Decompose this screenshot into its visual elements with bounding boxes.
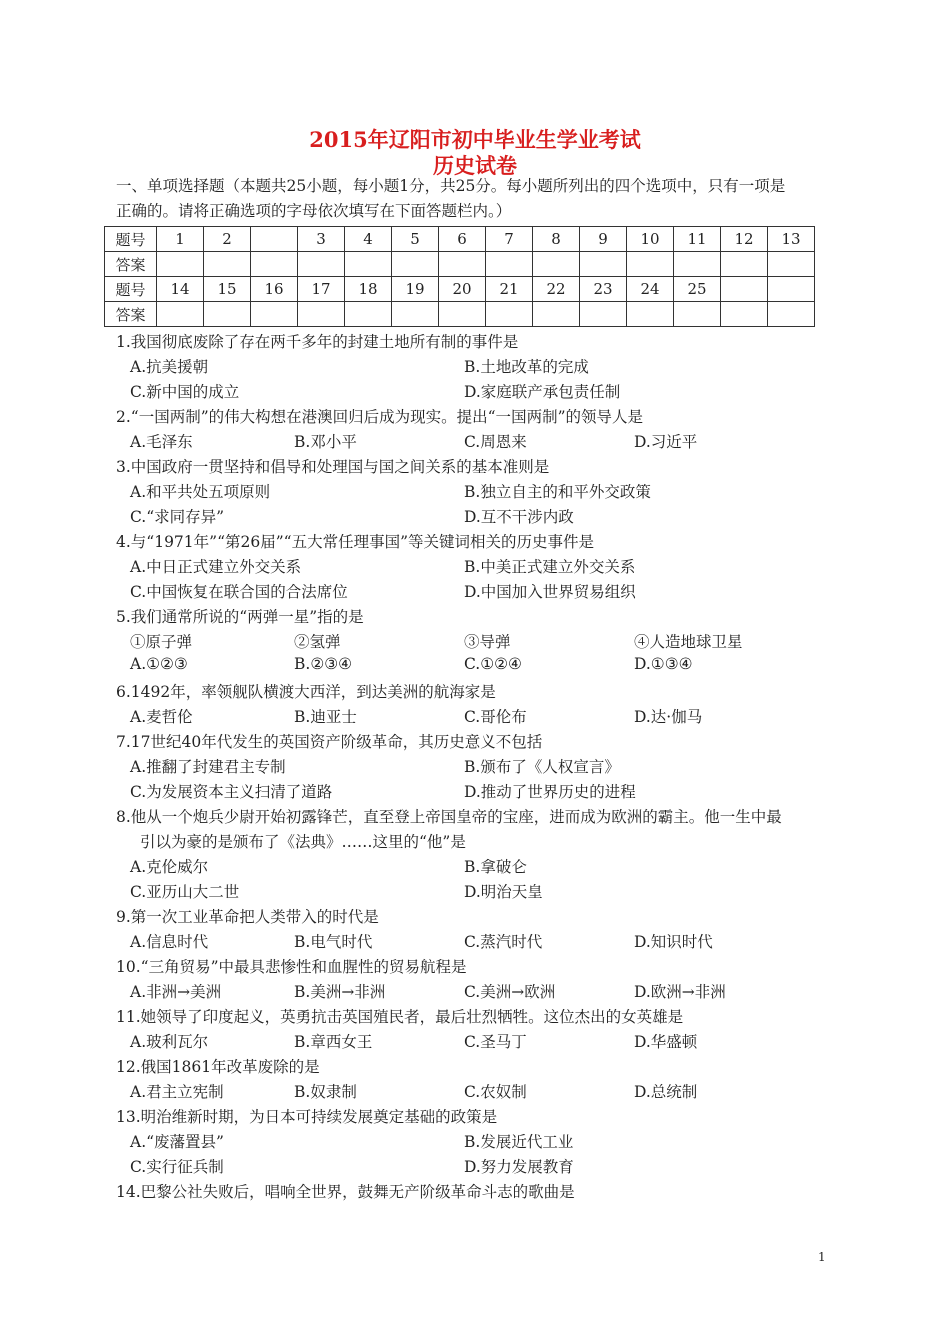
- question-11-option-b: B.章西女王: [294, 1033, 373, 1051]
- question-10-option-d: D.欧洲→非洲: [634, 983, 726, 1001]
- answer-cell[interactable]: [533, 302, 580, 327]
- answer-cell[interactable]: [157, 302, 204, 327]
- question-5-option-d: D.①③④: [634, 655, 693, 673]
- table-cell: 8: [533, 227, 580, 252]
- table-cell: [768, 277, 815, 302]
- answer-cell[interactable]: [768, 302, 815, 327]
- answer-cell[interactable]: [204, 302, 251, 327]
- answer-cell[interactable]: [721, 252, 768, 277]
- question-1-option-d: D.家庭联产承包责任制: [464, 383, 621, 401]
- question-3-stem: 3.中国政府一贯坚持和倡导和处理国与国之间关系的基本准则是: [116, 458, 550, 476]
- answer-table-number-row-1: [105, 227, 815, 252]
- question-8-stem-cont: 引以为豪的是颁布了《法典》……这里的“他”是: [140, 833, 466, 851]
- table-cell: [251, 227, 298, 252]
- table-row-label: 题号: [105, 227, 157, 252]
- section-instructions-cont: 正确的。请将正确选项的字母依次填写在下面答题栏内。）: [116, 202, 512, 220]
- table-cell: 2: [204, 227, 251, 252]
- answer-table-number-row-2: [105, 277, 815, 302]
- answer-cell[interactable]: [580, 302, 627, 327]
- answer-table-answer-row-1: [105, 252, 815, 277]
- question-10-option-c: C.美洲→欧洲: [464, 983, 556, 1001]
- question-8-option-d: D.明治天皇: [464, 883, 543, 901]
- table-cell: 14: [157, 277, 204, 302]
- table-cell: 18: [345, 277, 392, 302]
- question-7-stem: 7.17世纪40年代发生的英国资产阶级革命，其历史意义不包括: [116, 733, 543, 751]
- table-cell: [721, 277, 768, 302]
- table-row-label: 题号: [105, 277, 157, 302]
- question-1-stem: 1.我国彻底废除了存在两千多年的封建土地所有制的事件是: [116, 333, 519, 351]
- answer-cell[interactable]: [345, 302, 392, 327]
- table-cell: 7: [486, 227, 533, 252]
- answer-cell[interactable]: [298, 252, 345, 277]
- question-1-option-c: C.新中国的成立: [130, 383, 240, 401]
- table-cell: 5: [392, 227, 439, 252]
- question-5-option-a: A.①②③: [130, 655, 188, 673]
- question-6-option-a: A.麦哲伦: [130, 708, 193, 726]
- table-cell: 13: [768, 227, 815, 252]
- question-7-option-d: D.推动了世界历史的进程: [464, 783, 636, 801]
- answer-cell[interactable]: [439, 302, 486, 327]
- table-cell: 23: [580, 277, 627, 302]
- question-2-option-a: A.毛泽东: [130, 433, 193, 451]
- table-cell: 19: [392, 277, 439, 302]
- table-cell: 10: [627, 227, 674, 252]
- question-9-stem: 9.第一次工业革命把人类带入的时代是: [116, 908, 379, 926]
- question-3-option-a: A.和平共处五项原则: [130, 483, 271, 501]
- question-6-stem: 6.1492年，率领舰队横渡大西洋，到达美洲的航海家是: [116, 683, 496, 701]
- table-row-label: 答案: [105, 252, 157, 277]
- question-3-option-c: C.“求同存异”: [130, 508, 225, 526]
- answer-cell[interactable]: [251, 302, 298, 327]
- answer-table: [104, 226, 815, 327]
- question-7-option-b: B.颁布了《人权宣言》: [464, 758, 620, 776]
- question-1-option-a: A.抗美援朝: [130, 358, 209, 376]
- question-13-option-d: D.努力发展教育: [464, 1158, 574, 1176]
- question-5-item-1: ①原子弹: [130, 633, 193, 651]
- question-2-option-c: C.周恩来: [464, 433, 527, 451]
- question-14-stem: 14.巴黎公社失败后，唱响全世界，鼓舞无产阶级革命斗志的歌曲是: [116, 1183, 575, 1201]
- table-cell: 15: [204, 277, 251, 302]
- answer-cell[interactable]: [486, 302, 533, 327]
- question-4-option-d: D.中国加入世界贸易组织: [464, 583, 636, 601]
- answer-cell[interactable]: [439, 252, 486, 277]
- table-cell: 6: [439, 227, 486, 252]
- table-cell: 21: [486, 277, 533, 302]
- question-5-option-c: C.①②④: [464, 655, 522, 673]
- answer-cell[interactable]: [627, 252, 674, 277]
- question-11-option-c: C.圣马丁: [464, 1033, 527, 1051]
- question-8-option-b: B.拿破仑: [464, 858, 527, 876]
- question-10-stem: 10.“三角贸易”中最具悲惨性和血腥性的贸易航程是: [116, 958, 467, 976]
- question-4-option-c: C.中国恢复在联合国的合法席位: [130, 583, 348, 601]
- answer-cell[interactable]: [721, 302, 768, 327]
- question-2-stem: 2.“一国两制”的伟大构想在港澳回归后成为现实。提出“一国两制”的领导人是: [116, 408, 643, 426]
- answer-cell[interactable]: [580, 252, 627, 277]
- question-2-option-d: D.习近平: [634, 433, 698, 451]
- question-5-stem: 5.我们通常所说的“两弹一星”指的是: [116, 608, 364, 626]
- question-1-option-b: B.土地改革的完成: [464, 358, 589, 376]
- answer-cell[interactable]: [768, 252, 815, 277]
- question-7-option-c: C.为发展资本主义扫清了道路: [130, 783, 333, 801]
- question-11-stem: 11.她领导了印度起义，英勇抗击英国殖民者，最后壮烈牺牲。这位杰出的女英雄是: [116, 1008, 684, 1026]
- question-13-option-b: B.发展近代工业: [464, 1133, 574, 1151]
- table-cell: 25: [674, 277, 721, 302]
- question-13-option-a: A.“废藩置县”: [130, 1133, 224, 1151]
- question-11-option-a: A.玻利瓦尔: [130, 1033, 209, 1051]
- table-cell: 1: [157, 227, 204, 252]
- table-cell: 4: [345, 227, 392, 252]
- answer-table-answer-row-2: [105, 302, 815, 327]
- answer-cell[interactable]: [533, 252, 580, 277]
- question-6-option-d: D.达·伽马: [634, 708, 703, 726]
- answer-cell[interactable]: [251, 252, 298, 277]
- table-cell: 22: [533, 277, 580, 302]
- table-cell: 11: [674, 227, 721, 252]
- question-12-stem: 12.俄国1861年改革废除的是: [116, 1058, 320, 1076]
- table-cell: 3: [298, 227, 345, 252]
- answer-cell[interactable]: [298, 302, 345, 327]
- page-number: 1: [818, 1250, 826, 1264]
- question-6-option-c: C.哥伦布: [464, 708, 527, 726]
- exam-subtitle: 历史试卷: [433, 153, 517, 178]
- table-cell: 24: [627, 277, 674, 302]
- answer-cell[interactable]: [392, 252, 439, 277]
- question-10-option-b: B.美洲→非洲: [294, 983, 386, 1001]
- question-10-option-a: A.非洲→美洲: [130, 983, 222, 1001]
- question-6-option-b: B.迪亚士: [294, 708, 357, 726]
- answer-cell[interactable]: [486, 252, 533, 277]
- question-5-item-4: ④人造地球卫星: [634, 633, 743, 651]
- question-9-option-b: B.电气时代: [294, 933, 373, 951]
- table-cell: 20: [439, 277, 486, 302]
- answer-cell[interactable]: [345, 252, 392, 277]
- section-instructions: 一、单项选择题（本题共25小题，每小题1分，共25分。每小题所列出的四个选项中，只有一项是: [116, 177, 786, 195]
- question-11-option-d: D.华盛顿: [634, 1033, 698, 1051]
- table-row-label: 答案: [105, 302, 157, 327]
- question-8-option-c: C.亚历山大二世: [130, 883, 240, 901]
- question-9-option-c: C.蒸汽时代: [464, 933, 543, 951]
- question-2-option-b: B.邓小平: [294, 433, 357, 451]
- table-cell: 9: [580, 227, 627, 252]
- question-12-option-d: D.总统制: [634, 1083, 698, 1101]
- table-cell: 12: [721, 227, 768, 252]
- question-4-option-b: B.中美正式建立外交关系: [464, 558, 636, 576]
- question-9-option-d: D.知识时代: [634, 933, 713, 951]
- question-13-option-c: C.实行征兵制: [130, 1158, 224, 1176]
- answer-cell[interactable]: [627, 302, 674, 327]
- question-5-item-3: ③导弹: [464, 633, 511, 651]
- question-4-option-a: A.中日正式建立外交关系: [130, 558, 302, 576]
- answer-cell[interactable]: [157, 252, 204, 277]
- question-8-stem: 8.他从一个炮兵少尉开始初露锋芒，直至登上帝国皇帝的宝座，进而成为欧洲的霸主。他一生中最: [116, 808, 782, 826]
- question-5-option-b: B.②③④: [294, 655, 353, 673]
- question-4-stem: 4.与“1971年”“第26届”“五大常任理事国”等关键词相关的历史事件是: [116, 533, 595, 551]
- answer-cell[interactable]: [674, 252, 721, 277]
- question-3-option-d: D.互不干涉内政: [464, 508, 574, 526]
- question-7-option-a: A.推翻了封建君主专制: [130, 758, 286, 776]
- question-12-option-a: A.君主立宪制: [130, 1083, 224, 1101]
- exam-title: 2015年辽阳市初中毕业生学业考试: [309, 127, 641, 152]
- table-cell: 16: [251, 277, 298, 302]
- question-5-item-2: ②氢弹: [294, 633, 341, 651]
- question-3-option-b: B.独立自主的和平外交政策: [464, 483, 651, 501]
- question-12-option-b: B.奴隶制: [294, 1083, 357, 1101]
- table-cell: 17: [298, 277, 345, 302]
- question-13-stem: 13.明治维新时期，为日本可持续发展奠定基础的政策是: [116, 1108, 498, 1126]
- answer-cell[interactable]: [392, 302, 439, 327]
- answer-cell[interactable]: [674, 302, 721, 327]
- answer-cell[interactable]: [204, 252, 251, 277]
- question-8-option-a: A.克伦威尔: [130, 858, 209, 876]
- question-12-option-c: C.农奴制: [464, 1083, 527, 1101]
- question-9-option-a: A.信息时代: [130, 933, 209, 951]
